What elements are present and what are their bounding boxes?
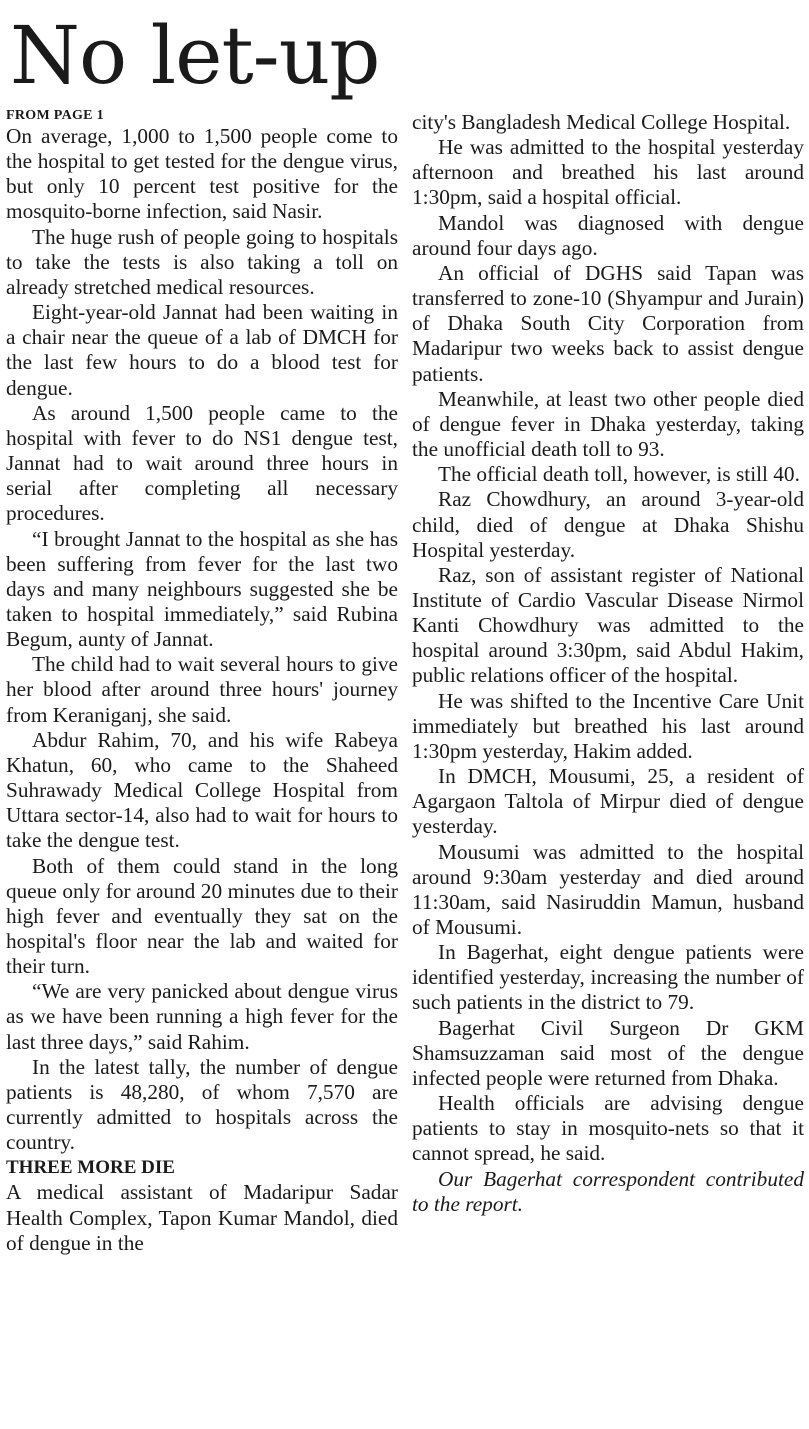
paragraph: The child had to wait several hours to give her blood after around three hours' journey from Keraniganj, she said. bbox=[6, 652, 398, 727]
paragraph: Health officials are advising dengue patients to stay in mosquito-nets so that it cannot spread, he said. bbox=[412, 1091, 804, 1166]
paragraph: Bagerhat Civil Surgeon Dr GKM Shamsuzzaman said most of the dengue infected people were returned from Dhaka. bbox=[412, 1015, 804, 1090]
paragraph: In the latest tally, the number of dengue patients is 48,280, of whom 7,570 are currently admitted to hospitals across the country. bbox=[6, 1054, 398, 1155]
paragraph: As around 1,500 people came to the hospital with fever to do NS1 dengue test, Jannat had to wait around three hours in serial after completing all necessary procedures. bbox=[6, 400, 398, 526]
paragraph: In DMCH, Mousumi, 25, a resident of Agargaon Taltola of Mirpur died of dengue yesterday. bbox=[412, 764, 804, 839]
article-column-left bbox=[6, 108, 398, 1256]
paragraph: “We are very panicked about dengue virus as we have been running a high fever for the last three days,” said Rahim. bbox=[6, 979, 398, 1054]
headline: No let-up bbox=[10, 9, 380, 102]
kicker-from-page: FROM PAGE 1 bbox=[6, 108, 104, 123]
paragraph: An official of DGHS said Tapan was transferred to zone-10 (Shyampur and Jurain) of Dhaka South City Corporation from Madaripur two weeks back to assist dengue patients. bbox=[412, 260, 804, 386]
paragraph: Mandol was diagnosed with dengue around four days ago. bbox=[412, 210, 804, 260]
paragraph: On average, 1,000 to 1,500 people come to the hospital to get tested for the dengue virus, but only 10 percent test positive for the mosquito-borne infection, said Nasir. bbox=[6, 124, 398, 224]
paragraph: The huge rush of people going to hospitals to take the tests is also taking a toll on already stretched medical resources. bbox=[6, 224, 398, 299]
paragraph: The official death toll, however, is still 40. bbox=[438, 462, 800, 487]
paragraph: He was shifted to the Incentive Care Unit immediately but breathed his last around 1:30pm yesterday, Hakim added. bbox=[412, 688, 804, 763]
paragraph: Abdur Rahim, 70, and his wife Rabeya Khatun, 60, who came to the Shaheed Suhrawady Medical College Hospital from Uttara sector-14, also had to wait for hours to take the dengue test. bbox=[6, 727, 398, 853]
paragraph: Raz Chowdhury, an around 3-year-old child, died of dengue at Dhaka Shishu Hospital yesterday. bbox=[412, 487, 804, 562]
paragraph: Eight-year-old Jannat had been waiting in a chair near the queue of a lab of DMCH for the last few hours to do a blood test for dengue. bbox=[6, 300, 398, 400]
paragraph: Mousumi was admitted to the hospital around 9:30am yesterday and died around 11:30am, said Nasiruddin Mamun, husband of Mousumi. bbox=[412, 839, 804, 939]
paragraph: In Bagerhat, eight dengue patients were identified yesterday, increasing the number of such patients in the district to 79. bbox=[412, 940, 804, 1015]
paragraph: Both of them could stand in the long queue only for around 20 minutes due to their high fever and eventually they sat on the hospital's floor near the lab and waited for their turn. bbox=[6, 853, 398, 979]
subhead-three-more-die: THREE MORE DIE bbox=[6, 1157, 175, 1179]
article-column-right bbox=[412, 110, 804, 1217]
paragraph: He was admitted to the hospital yesterday afternoon and breathed his last around 1:30pm, said a hospital official. bbox=[412, 135, 804, 210]
paragraph: A medical assistant of Madaripur Sadar Health Complex, Tapon Kumar Mandol, died of dengue in the bbox=[6, 1180, 398, 1255]
paragraph-continuation: city's Bangladesh Medical College Hospital. bbox=[412, 110, 791, 134]
paragraph: Raz, son of assistant register of National Institute of Cardio Vascular Disease Nirmol Kanti Chowdhury was admitted to the hospital around 3:30pm, said Abdul Hakim, public relations officer of the hospital. bbox=[412, 562, 804, 688]
correspondent-credit: Our Bagerhat correspondent contributed to the report. bbox=[412, 1166, 804, 1216]
paragraph: Meanwhile, at least two other people died of dengue fever in Dhaka yesterday, taking the unofficial death toll to 93. bbox=[412, 386, 804, 462]
paragraph: “I brought Jannat to the hospital as she has been suffering from fever for the last two days and many neighbours suggested she be taken to hospital immediately,” said Rubina Begum, aunty of Jannat. bbox=[6, 526, 398, 652]
